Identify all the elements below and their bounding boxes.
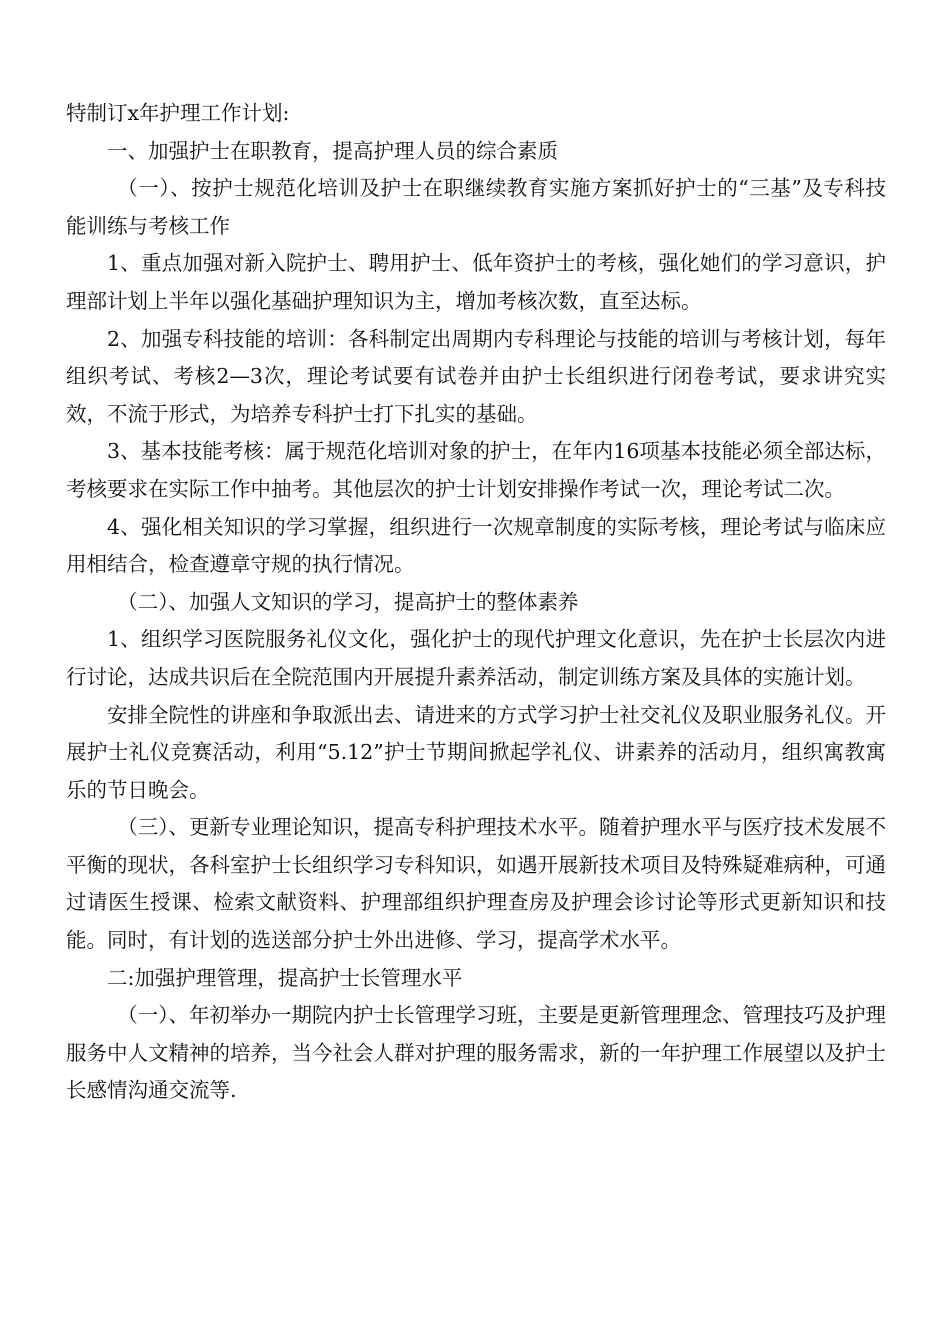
section-heading-2: 二:加强护理管理，提高护士长管理水平 bbox=[107, 965, 463, 990]
section-heading-1: 一、加强护士在职教育，提高护理人员的综合素质 bbox=[107, 138, 558, 163]
subsection-heading-1-1: （一）、按护士规范化培训及护士在职继续教育实施方案抓好护士的“三基”及专科技能训练与考核工作 bbox=[66, 176, 886, 238]
intro-line: 特制订x年护理工作计划: bbox=[66, 101, 290, 125]
subsection-heading-2-1: （一）、年初举办一期院内护士长管理学习班，主要是更新管理理念、管理技巧及护理服务中人文精神的培养，当今社会人群对护理的服务需求，新的一年护理工作展望以及护士长感情沟通交流等. bbox=[66, 1003, 886, 1103]
paragraph-item-1: 1、重点加强对新入院护士、聘用护士、低年资护士的考核，强化她们的学习意识，护理部计划上半年以强化基础护理知识为主，增加考核次数，直至达标。 bbox=[66, 251, 886, 313]
subsection-heading-1-3: （三）、更新专业理论知识，提高专科护理技术水平。随着护理水平与医疗技术发展不平衡的现状，各科室护士长组织学习专科知识，如遇开展新技术项目及特殊疑难病种，可通过请医生授课、检索文献资料、护理部组织护理查房及护理会诊讨论等形式更新知识和技能。同时，有计划的选送部分护士外出进修、学习，提高学术水平。 bbox=[66, 815, 886, 953]
document-body bbox=[66, 95, 886, 1110]
paragraph-item-3: 3、基本技能考核：属于规范化培训对象的护士，在年内16项基本技能必须全部达标，考核要求在实际工作中抽考。其他层次的护士计划安排操作考试一次，理论考试二次。 bbox=[66, 439, 886, 501]
paragraph-item-5: 1、组织学习医院服务礼仪文化，强化护士的现代护理文化意识，先在护士长层次内进行讨论，达成共识后在全院范围内开展提升素养活动，制定训练方案及具体的实施计划。 bbox=[66, 627, 886, 689]
subsection-heading-1-2: （二）、加强人文知识的学习，提高护士的整体素养 bbox=[117, 589, 579, 614]
paragraph-item-6: 安排全院性的讲座和争取派出去、请进来的方式学习护士社交礼仪及职业服务礼仪。开展护士礼仪竞赛活动，利用“5.12”护士节期间掀起学礼仪、讲素养的活动月，组织寓教寓乐的节日晚会。 bbox=[66, 702, 886, 802]
paragraph-item-4: 4、强化相关知识的学习掌握，组织进行一次规章制度的实际考核，理论考试与临床应用相结合，检查遵章守规的执行情况。 bbox=[66, 514, 886, 577]
paragraph-item-2: 2、加强专科技能的培训：各科制定出周期内专科理论与技能的培训与考核计划，每年组织考试、考核2—3次，理论考试要有试卷并由护士长组织进行闭卷考试，要求讲究实效，不流于形式，为培养专科护士打下扎实的基础。 bbox=[66, 326, 886, 426]
